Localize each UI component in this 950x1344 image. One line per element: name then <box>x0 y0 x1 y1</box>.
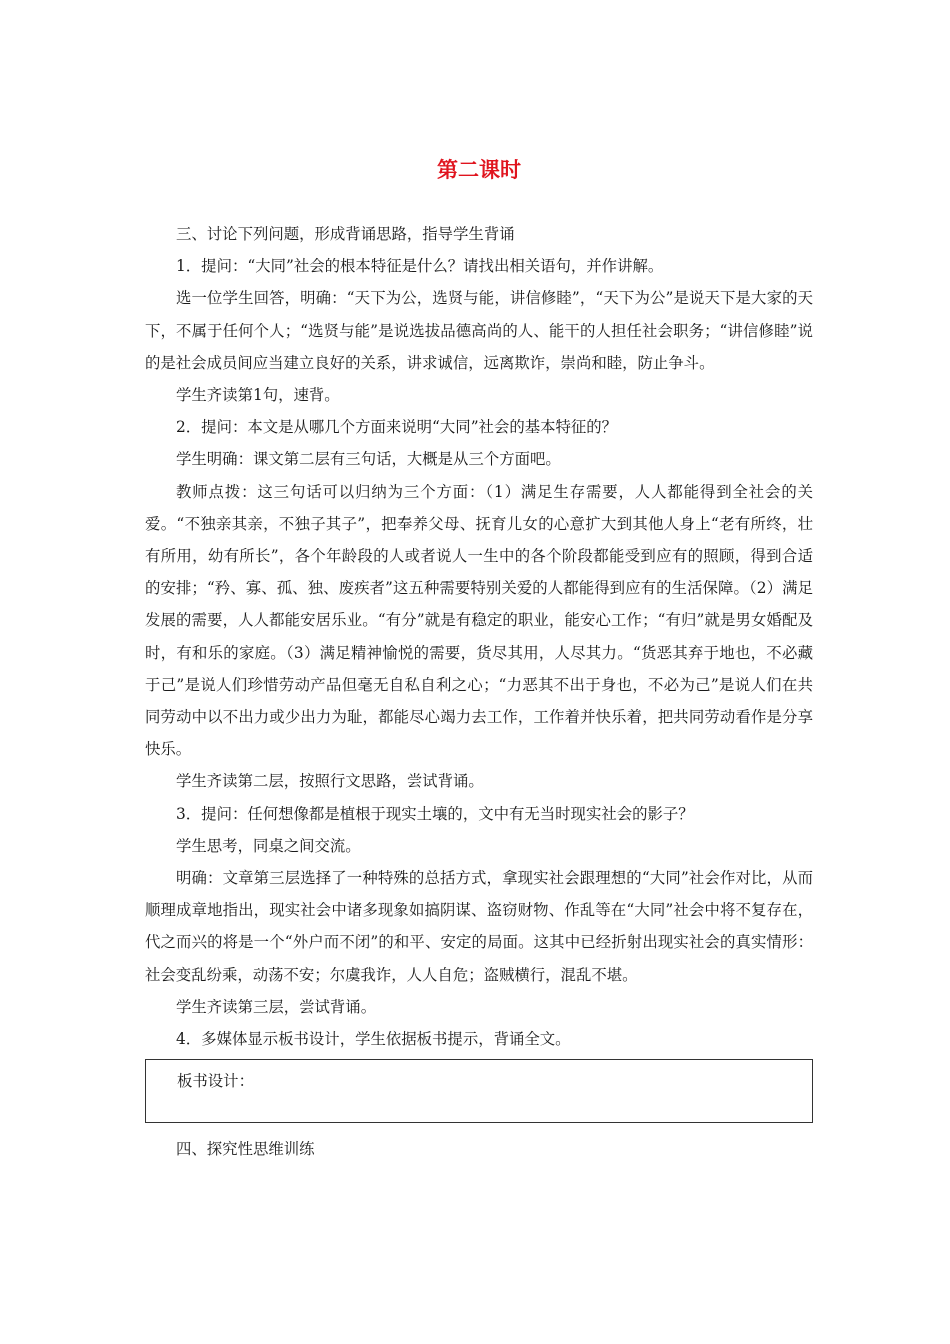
paragraph: 学生齐读第三层，尝试背诵。 <box>176 997 377 1016</box>
section-heading: 三、讨论下列问题，形成背诵思路，指导学生背诵 <box>176 225 515 243</box>
paragraph: 3．提问：任何想像都是植根于现实土壤的，文中有无当时现实社会的影子？ <box>176 804 694 823</box>
paragraph: 学生明确：课文第二层有三句话，大概是从三个方面吧。 <box>176 450 561 469</box>
paragraph: 学生齐读第二层，按照行文思路，尝试背诵。 <box>176 772 484 791</box>
paragraph: 学生思考，同桌之间交流。 <box>176 836 361 855</box>
paragraph: 明确：文章第三层选择了一种特殊的总括方式，拿现实社会跟理想的“大同”社会作对比，从而顺理成章地指出，现实社会中诸多现象如搞阴谋、盗窃财物、作乱等在“大同”社会中将不复存在，代之而兴的将是一个“外户而不闭”的和平、安定的局面。这其中已经折射出现实社会的真实情形：社会变乱纷乘，动荡不安；尔虞我诈，人人自危；盗贼横行，混乱不堪。 <box>145 869 813 984</box>
paragraph: 选一位学生回答，明确：“天下为公，选贤与能，讲信修睦”，“天下为公”是说天下是大家的天下，不属于任何个人；“选贤与能”是说选拔品德高尚的人、能干的人担任社会职务；“讲信修睦”说的是社会成员间应当建立良好的关系，讲求诚信，远离欺诈，崇尚和睦，防止争斗。 <box>145 289 813 372</box>
board-design-label: 板书设计： <box>177 1072 254 1091</box>
document-body <box>145 218 813 1165</box>
paragraph: 4．多媒体显示板书设计，学生依据板书提示，背诵全文。 <box>176 1030 571 1049</box>
section-heading: 四、探究性思维训练 <box>176 1140 315 1159</box>
paragraph: 1．提问：“大同”社会的根本特征是什么？请找出相关语句，并作讲解。 <box>176 257 664 276</box>
paragraph: 学生齐读第1句，速背。 <box>176 386 340 405</box>
page-title: 第二课时 <box>437 158 521 182</box>
paragraph: 2．提问：本文是从哪几个方面来说明“大同”社会的基本特征的？ <box>176 418 618 437</box>
board-design-box <box>145 1059 813 1123</box>
paragraph: 教师点拨：这三句话可以归纳为三个方面：（1）满足生存需要，人人都能得到全社会的关爱。“不独亲其亲，不独子其子”，把奉养父母、抚育儿女的心意扩大到其他人身上“老有所终，壮有所用，幼有所长”，各个年龄段的人或者说人一生中的各个阶段都能受到应有的照顾，得到合适的安排；“矜、寡、孤、独、废疾者”这五种需要特别关爱的人都能得到应有的生活保障。（2）满足发展的需要，人人都能安居乐业。“有分”就是有稳定的职业，能安心工作；“有归”就是男女婚配及时，有和乐的家庭。（3）满足精神愉悦的需要，货尽其用，人尽其力。“货恶其弃于地也，不必藏于己”是说人们珍惜劳动产品但毫无自私自利之心；“力恶其不出于身也，不必为己”是说人们在共同劳动中以不出力或少出力为耻，都能尽心竭力去工作，工作着并快乐着，把共同劳动看作是分享快乐。 <box>145 482 813 759</box>
